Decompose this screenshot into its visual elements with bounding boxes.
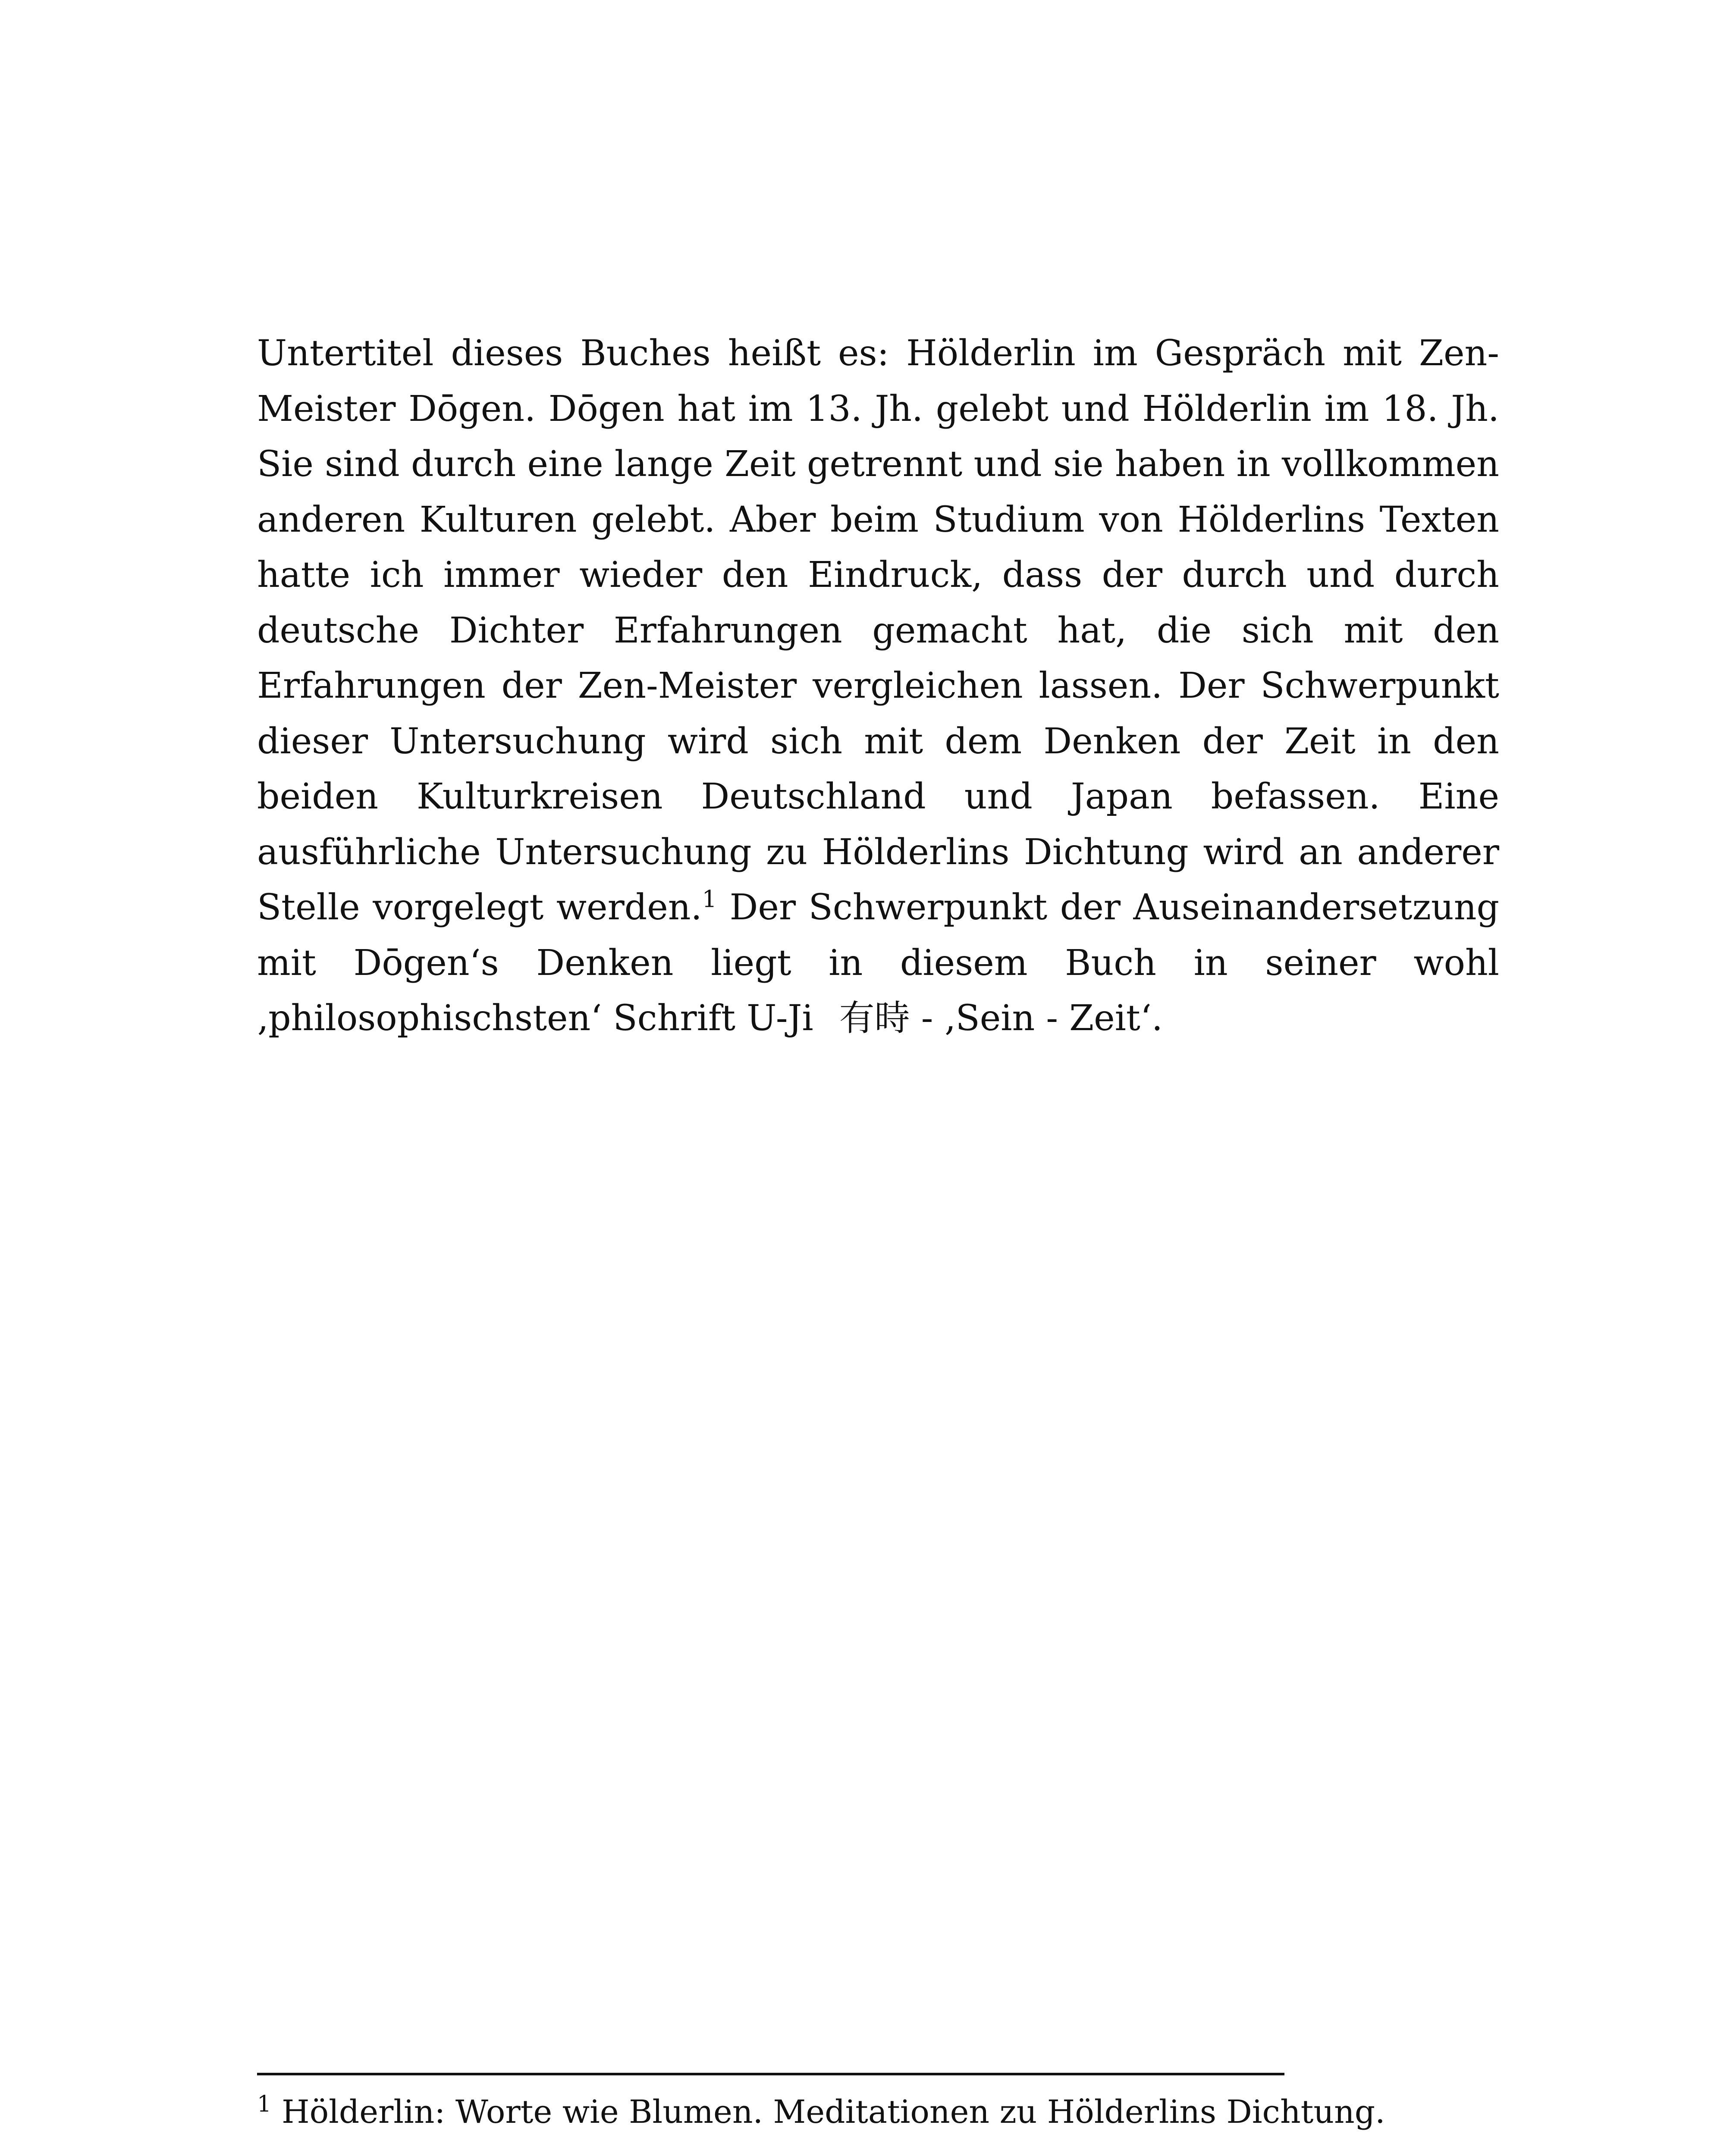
paragraph-text-part3: - ‚Sein - Zeit‘.: [910, 998, 1163, 1039]
paragraph-text-part2: Der Schwerpunkt der Auseinandersetzung mit Dōgen‘s Denken liegt in diesem Buch in seiner wohl ‚philosophischsten‘ Schrift U-Ji: [257, 887, 1499, 1039]
footnote-number: 1: [257, 2091, 272, 2118]
footnote-divider: [257, 2073, 1284, 2075]
footnote: [257, 2090, 1499, 2134]
footnote-reference[interactable]: 1: [702, 885, 717, 913]
paragraph-text-part1: Untertitel dieses Buches heißt es: Hölderlin im Gespräch mit Zen-Meister Dōgen. Dōgen hat im 13. Jh. gelebt und Hölderlin im 18. Jh. Sie sind durch eine lange Zeit getrennt und sie haben in vollkommen anderen Kulturen gelebt. Aber beim Studium von Hölderlins Texten hatte ich immer wieder den Eindruck, dass der durch und durch deutsche Dichter Erfahrungen gemacht hat, die sich mit den Erfahrungen der Zen-Meister vergleichen lassen. Der Schwerpunkt dieser Untersuchung wird sich mit dem Denken der Zeit in den beiden Kulturkreisen Deutschland und Japan befassen. Eine ausführliche Untersuchung zu Hölderlins Dichtung wird an anderer Stelle vorgelegt werden.: [257, 333, 1499, 928]
footnote-text: Hölderlin: Worte wie Blumen. Meditationen zu Hölderlins Dichtung.: [282, 2093, 1385, 2131]
cjk-term: 有時: [839, 998, 910, 1039]
body-paragraph: [257, 326, 1499, 1047]
